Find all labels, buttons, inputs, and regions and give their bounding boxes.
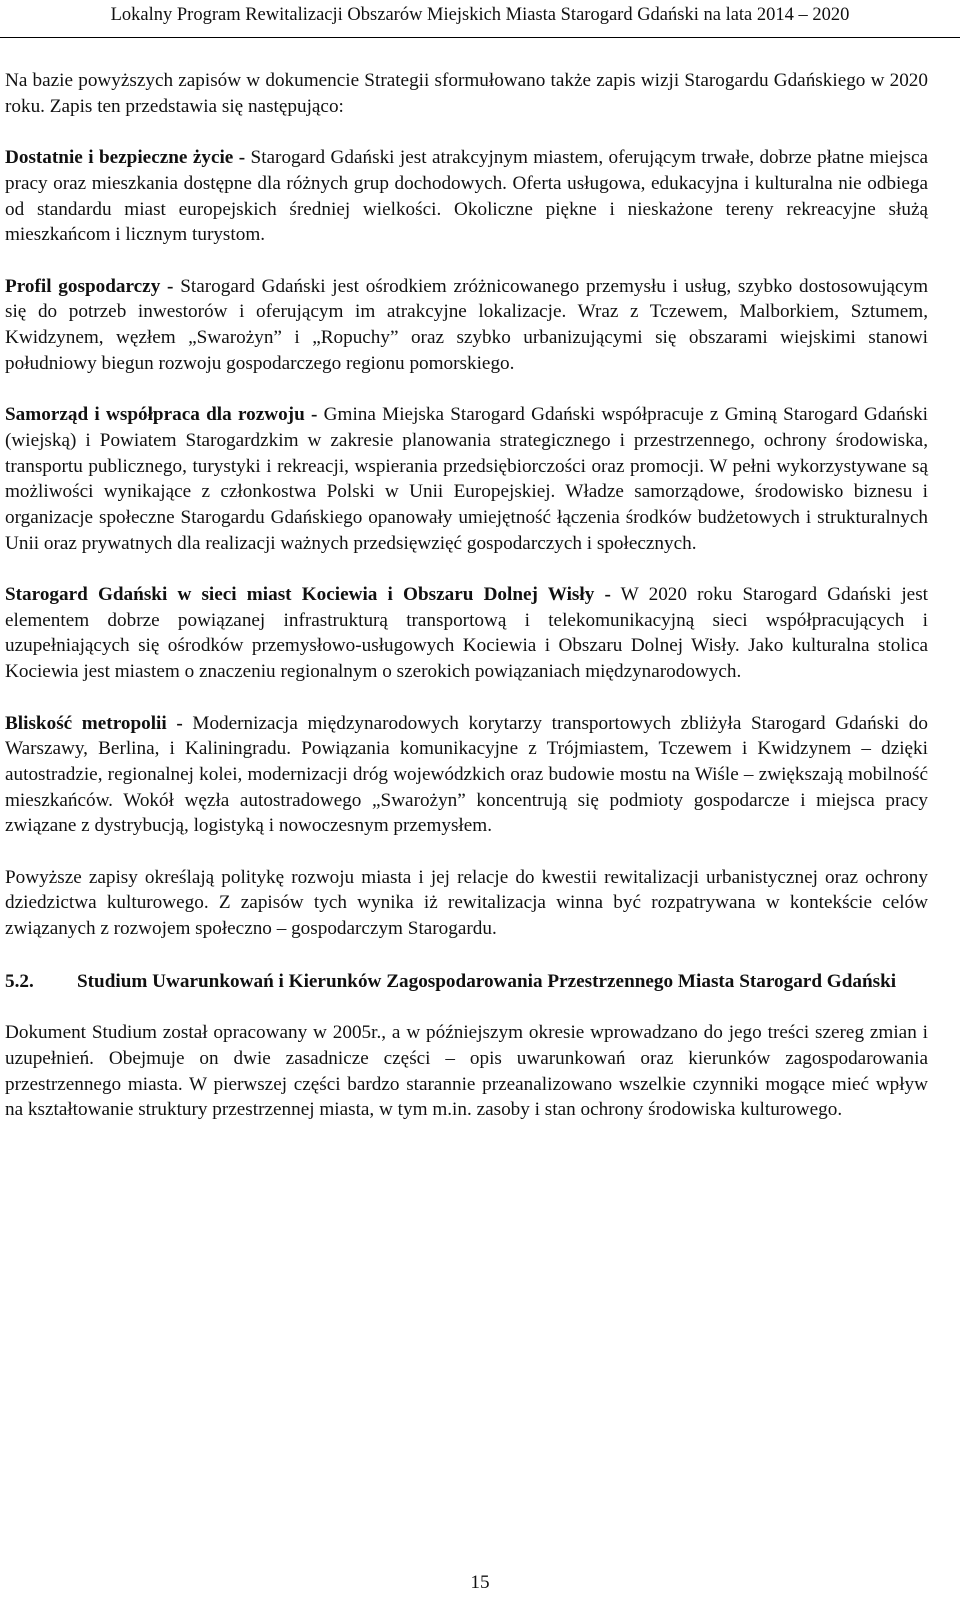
vision-paragraph-metropolis: [5, 711, 928, 840]
vision-text-government: Gmina Miejska Starogard Gdański współpracuje z Gminą Starogard Gdański (wiejską) i Powiatem Starogardzkim w zakresie planowania strategicznego i przestrzennego, ochrony środowiska, transportu publicznego, turystyki i rekreacji, wspierania przedsiębiorczości oraz promocji. W pełni wykorzystywane są możliwości wynikające z członkostwa Polski w Unii Europejskiej. Władze samorządowe, środowisko biznesu i organizacje społeczne Starogardu Gdańskiego opanowały umiejętność łączenia środków budżetowych i strukturalnych Unii oraz prywatnych dla realizacji ważnych przedsięwzięć gospodarczych i społecznych.: [5, 404, 928, 554]
vision-text-metropolis: Modernizacja międzynarodowych korytarzy transportowych zbliżyła Starogard Gdański do Warszawy, Berlina, i Kaliningradu. Powiązania komunikacyjne z Trójmiastem, Tczewem i Kwidzynem – dzięki autostradzie, regionalnej kolei, modernizacji dróg wojewódzkich oraz budowie mostu na Wiśle – zwiększają mobilność mieszkańców. Wokół węzła autostradowego „Swarożyn” koncentrują się podmioty gospodarcze i miejsca pracy związane z dystrybucją, logistyką i nowoczesnym przemysłem.: [5, 712, 928, 837]
document-body: [5, 68, 928, 1149]
vision-text-network: W 2020 roku Starogard Gdański jest elementem dobrze powiązanej infrastrukturą transportową i telekomunikacyjną sieci współpracujących i uzupełniających się ośrodków przemysłowo-usługowych Kociewia i Obszaru Dolnej Wisły. Jako kulturalna stolica Kociewia jest miastem o znaczeniu regionalnym o szerokich powiązaniach międzynarodowych.: [5, 584, 928, 683]
vision-lead-economy: Profil gospodarczy -: [5, 275, 174, 297]
vision-paragraph-network: [5, 582, 928, 685]
vision-paragraph-economy: [5, 274, 928, 377]
vision-paragraph-life: [5, 145, 928, 248]
vision-text-life: Starogard Gdański jest atrakcyjnym miastem, oferującym trwałe, dobrze płatne miejsca pracy oraz mieszkania dostępne dla różnych grup dochodowych. Oferta usługowa, edukacyjna i kulturalna nie odbiega od standardu miast europejskich średniej wielkości. Okoliczne piękne i nieskażone tereny rekreacyjne służą mieszkańcom i licznym turystom.: [5, 147, 928, 246]
vision-text-economy: Starogard Gdański jest ośrodkiem zróżnicowanego przemysłu i usług, szybko dostosowującym się do potrzeb inwestorów i oferującym im atrakcyjne lokalizacje. Wraz z Tczewem, Malborkiem, Sztumem, Kwidzynem, węzłem „Swarożyn” i „Ropuchy” oraz szybko urbanizującymi się obszarami wiejskimi stanowi południowy biegun rozwoju gospodarczego regionu pomorskiego.: [5, 275, 929, 374]
section-title: Studium Uwarunkowań i Kierunków Zagospodarowania Przestrzennego Miasta Starogard Gdański: [77, 970, 897, 992]
vision-paragraph-government: [5, 402, 928, 556]
header-title: Lokalny Program Rewitalizacji Obszarów Miejskich Miasta Starogard Gdański na lata 2014 – 2020: [110, 5, 850, 25]
page-number: 15: [470, 1572, 490, 1593]
vision-lead-life: Dostatnie i bezpieczne życie -: [5, 147, 246, 169]
section-number: 5.2.: [5, 970, 34, 992]
vision-lead-network: Starogard Gdański w sieci miast Kociewia i Obszaru Dolnej Wisły -: [5, 584, 611, 605]
intro-paragraph: Na bazie powyższych zapisów w dokumencie Strategii sformułowano także zapis wizji Starogardu Gdańskiego w 2020 roku. Zapis ten przedstawia się następująco:: [5, 70, 928, 117]
vision-lead-metropolis: Bliskość metropolii -: [5, 712, 183, 734]
summary-paragraph: Powyższe zapisy określają politykę rozwoju miasta i jej relacje do kwestii rewitalizacji urbanistycznej oraz ochrony dziedzictwa kulturowego. Z zapisów tych wynika iż rewitalizacja winna być rozpatrywana w kontekście celów związanych z rozwojem społeczno – gospodarczym Starogardu.: [5, 866, 928, 940]
section-body-paragraph: Dokument Studium został opracowany w 2005r., a w późniejszym okresie wprowadzano do jego treści szereg zmian i uzupełnień. Obejmuje on dwie zasadnicze części – opis uwarunkowań oraz kierunków zagospodarowania przestrzennego miasta. W pierwszej części bardzo starannie przeanalizowano wszelkie czynniki mogące mieć wpływ na kształtowanie struktury przestrzennej miasta, w tym m.in. zasoby i stan ochrony środowiska kulturowego.: [5, 1022, 928, 1121]
vision-lead-government: Samorząd i współpraca dla rozwoju -: [5, 404, 318, 426]
section-heading: [5, 969, 928, 995]
running-header: [0, 0, 960, 38]
